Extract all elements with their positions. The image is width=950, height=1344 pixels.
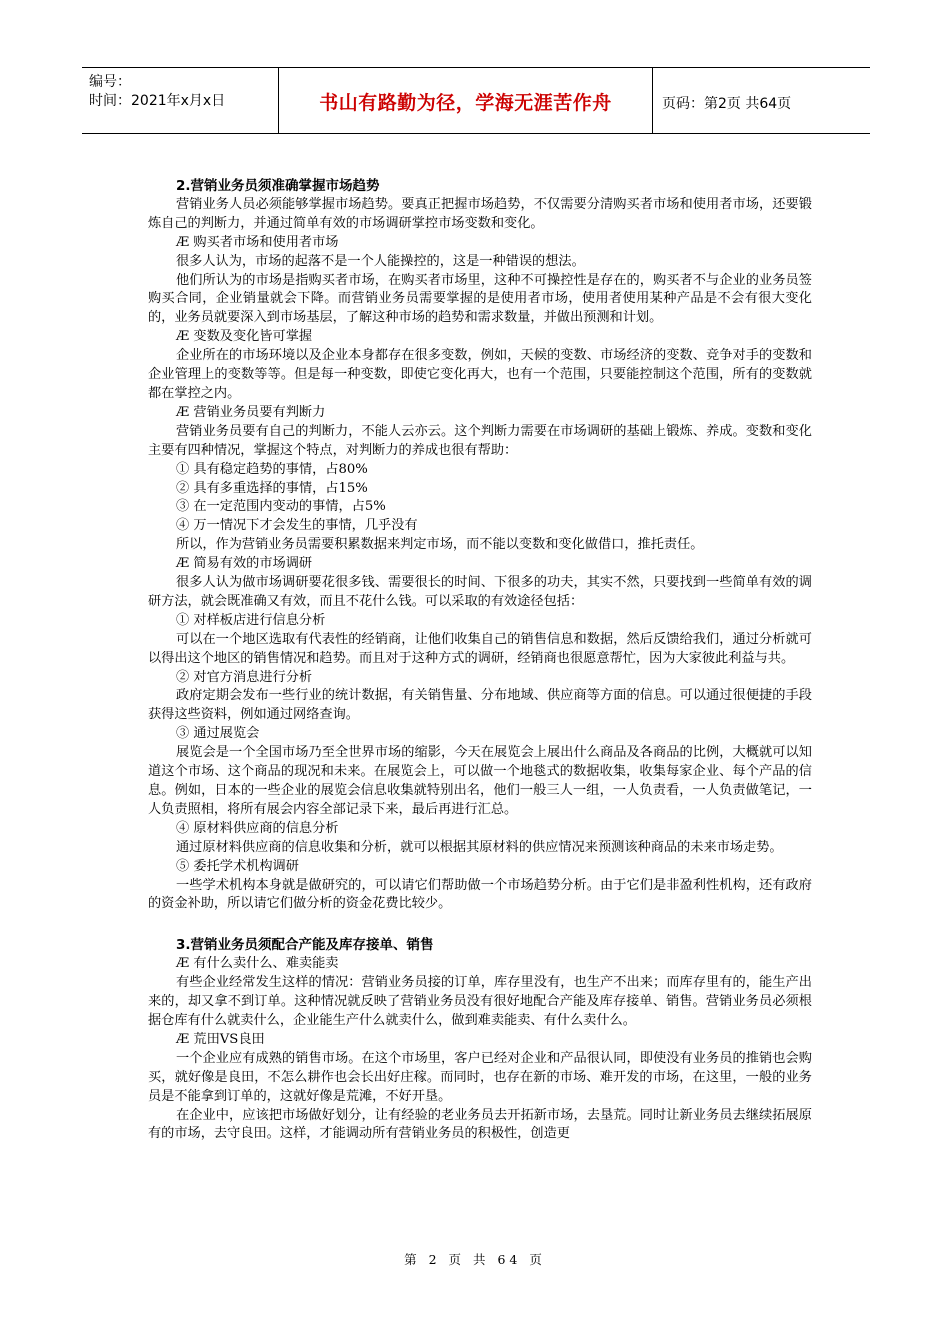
list-item: ③ 在一定范围内变动的事情，占5% bbox=[176, 499, 386, 515]
paragraph: 一些学术机构本身就是做研究的，可以请它们帮助做一个市场趋势分析。由于它们是非盈利性机构，还有政府的资金补助，所以请它们做分析的资金花费比较少。 bbox=[148, 877, 812, 912]
list-item: ④ 万一情况下才会发生的事情，几乎没有 bbox=[176, 518, 418, 534]
paragraph: 政府定期会发布一些行业的统计数据，有关销售量、分布地域、供应商等方面的信息。可以通过很便捷的手段获得这些资料，例如通过网络查询。 bbox=[148, 688, 812, 723]
section-spacer bbox=[148, 914, 812, 936]
paragraph: 一个企业应有成熟的销售市场。在这个市场里，客户已经对企业和产品很认同，即使没有业务员的推销也会购买，就好像是良田，不怎么耕作也会长出好庄稼。而同时，也存在新的市场、难开发的市场，在这里，一般的业务员是不能拿到订单的，这就好像是荒滩，不好开垦。 bbox=[148, 1050, 812, 1104]
header-page-info: 页码：第2页 共64页 bbox=[662, 96, 792, 112]
list-item: ① 对样板店进行信息分析 bbox=[176, 612, 326, 628]
section-heading: 3.营销业务员须配合产能及库存接单、销售 bbox=[176, 937, 434, 954]
paragraph: 所以，作为营销业务员需要积累数据来判定市场，而不能以变数和变化做借口，推托责任。 bbox=[176, 537, 704, 553]
subheading: Æ 营销业务员要有判断力 bbox=[176, 404, 326, 420]
subheading: Æ 有什么卖什么、难卖能卖 bbox=[176, 956, 339, 972]
list-item: ① 具有稳定趋势的事情，占80% bbox=[176, 461, 368, 477]
list-item: ⑤ 委托学术机构调研 bbox=[176, 858, 299, 874]
paragraph: 他们所认为的市场是指购买者市场，在购买者市场里，这种不可操控性是存在的，购买者不与企业的业务员签购买合同，企业销量就会下降。而营销业务员需要掌握的是使用者市场，使用者使用某种产品是不会有很大变化的，业务员就要深入到市场基层，了解这种市场的趋势和需求数量，并做出预测和计划。 bbox=[148, 272, 812, 326]
paragraph: 可以在一个地区选取有代表性的经销商，让他们收集自己的销售信息和数据，然后反馈给我们，通过分析就可以得出这个地区的销售情况和趋势。而且对于这种方式的调研，经销商也很愿意帮忙，因为大家彼此利益与共。 bbox=[148, 631, 812, 666]
list-item: ④ 原材料供应商的信息分析 bbox=[176, 820, 339, 836]
list-item: ③ 通过展览会 bbox=[176, 726, 260, 742]
document-time-label: 时间：2021年x月x日 bbox=[89, 93, 226, 109]
subheading: Æ 荒田VS良田 bbox=[176, 1031, 265, 1047]
list-item: ② 对官方消息进行分析 bbox=[176, 669, 313, 685]
paragraph: 营销业务人员必须能够掌握市场趋势。要真正把握市场趋势，不仅需要分清购买者市场和使用者市场，还要锻炼自己的判断力，并通过简单有效的市场调研掌控市场变数和变化。 bbox=[148, 196, 812, 231]
header-top-rule bbox=[82, 67, 870, 68]
page-footer: 第 2 页 共 64 页 bbox=[404, 1252, 546, 1267]
header-left-cell bbox=[89, 73, 274, 111]
header-motto: 书山有路勤为径，学海无涯苦作舟 bbox=[319, 92, 612, 114]
paragraph: 有些企业经常发生这样的情况：营销业务员接的订单，库存里没有，也生产不出来；而库存里有的，能生产出来的，却又拿不到订单。这种情况就反映了营销业务员没有很好地配合产能及库存接单、销售。营销业务员必须根据仓库有什么就卖什么，企业能生产什么就卖什么，做到难卖能卖、有什么卖什么。 bbox=[148, 975, 812, 1028]
subheading: Æ 变数及变化皆可掌握 bbox=[176, 329, 313, 345]
paragraph: 营销业务员要有自己的判断力，不能人云亦云。这个判断力需要在市场调研的基础上锻炼、养成。变数和变化主要有四种情况，掌握这个特点，对判断力的养成也很有帮助： bbox=[148, 423, 812, 458]
paragraph: 通过原材料供应商的信息收集和分析，就可以根据其原材料的供应情况来预测该种商品的未来市场走势。 bbox=[176, 839, 783, 855]
list-item: ② 具有多重选择的事情，占15% bbox=[176, 480, 368, 496]
paragraph: 在企业中，应该把市场做好划分，让有经验的老业务员去开拓新市场，去垦荒。同时让新业务员去继续拓展原有的市场，去守良田。这样，才能调动所有营销业务员的积极性，创造更 bbox=[148, 1107, 812, 1142]
subheading: Æ 购买者市场和使用者市场 bbox=[176, 234, 339, 250]
paragraph: 很多人认为，市场的起落不是一个人能操控的，这是一种错误的想法。 bbox=[176, 253, 585, 269]
header-bottom-rule bbox=[82, 133, 870, 134]
document-number-label: 编号： bbox=[89, 74, 131, 90]
subheading: Æ 简易有效的市场调研 bbox=[176, 556, 313, 572]
paragraph: 企业所在的市场环境以及企业本身都存在很多变数，例如，天候的变数、市场经济的变数、竞争对手的变数和企业管理上的变数等等。但是每一种变数，即使它变化再大，也有一个范围，只要能控制这个范围，所有的变数就都在掌控之内。 bbox=[148, 348, 812, 401]
paragraph: 很多人认为做市场调研要花很多钱、需要很长的时间、下很多的功夫，其实不然，只要找到一些简单有效的调研方法，就会既准确又有效，而且不花什么钱。可以采取的有效途径包括： bbox=[148, 575, 812, 609]
document-body bbox=[148, 177, 812, 1144]
header-divider-right bbox=[652, 67, 653, 134]
section-heading: 2.营销业务员须准确掌握市场趋势 bbox=[176, 178, 380, 194]
paragraph: 展览会是一个全国市场乃至全世界市场的缩影，今天在展览会上展出什么商品及各商品的比例，大概就可以知道这个市场、这个商品的现况和未来。在展览会上，可以做一个地毯式的数据收集，收集每家企业、每个产品的信息。例如，日本的一些企业的展览会信息收集就特别出名，他们一般三人一组，一人负责看，一人负责做笔记，一人负责照相，将所有展会内容全部记录下来，最后再进行汇总。 bbox=[148, 745, 812, 817]
